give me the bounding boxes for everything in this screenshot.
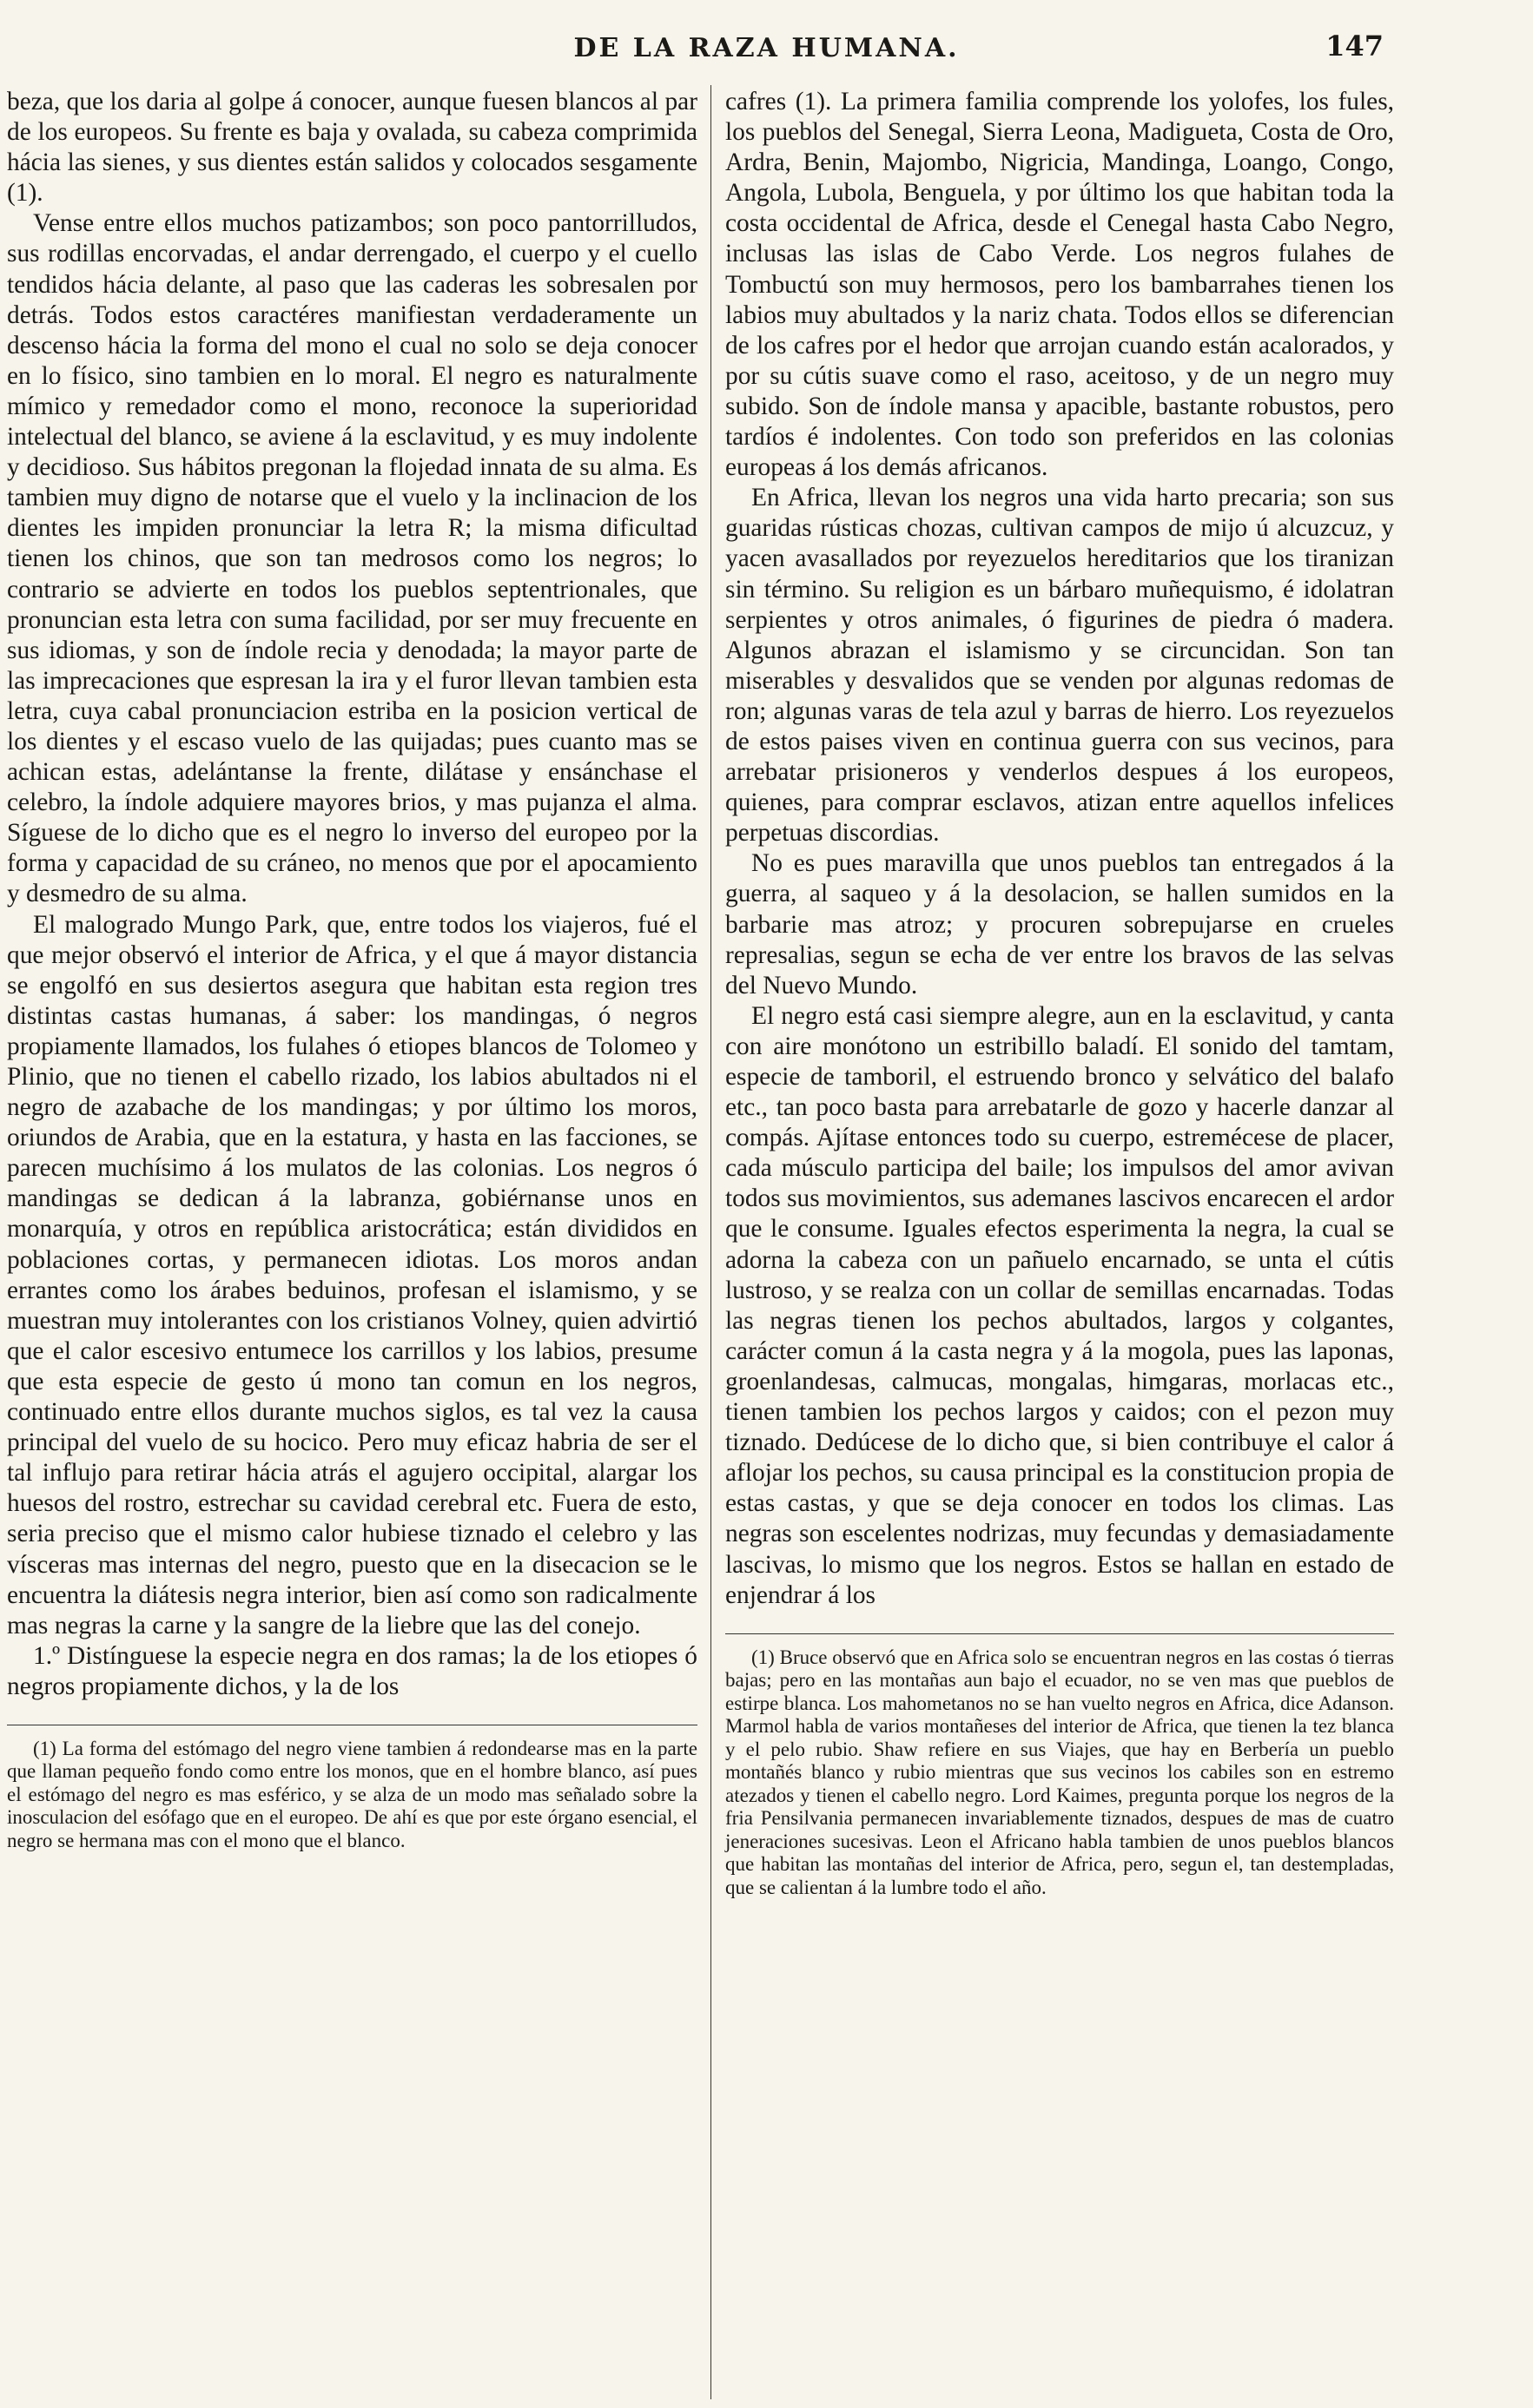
paragraph: No es pues maravilla que unos pueblos tan entregados á la guerra, al saqueo y á la desolacion, se hallen sumidos en la barbarie mas atroz; y procuren sobrepujarse en crueles represalias, segun se echa de ver entre los bravos de las selvas del Nuevo Mundo. [725, 849, 1394, 999]
running-head: DE LA RAZA HUMANA. [573, 33, 960, 63]
footnote-rule [725, 1633, 1394, 1634]
paragraph: El malogrado Mungo Park, que, entre todos los viajeros, fué el que mejor observó el interior de Africa, y el que á mayor distancia se engolfó en sus desiertos asegura que habitan esta region tres distintas castas humanas, á saber: los mandingas, ó negros propiamente llamados, los fulahes ó etiopes blancos de Tolomeo y Plinio, que no tienen el cabello rizado, los labios abultados ni el negro de azabache de los mandingas; y por último los moros, oriundos de Arabia, que en la estatura, y hasta en las facciones, se parecen muchísimo á los mulatos de las colonias. Los negros ó mandingas se dedican á la labranza, gobiérnanse unos en monarquía, y otros en república aristocrática; están divididos en poblaciones cortas, y permanecen idiotas. Los moros andan errantes como los árabes beduinos, profesan el islamismo, y se muestran muy intolerantes con los cristianos Volney, quien advirtió que el calor escesivo entumece los carrillos y los labios, presume que esta especie de gesto ú mono tan comun en los negros, continuado entre ellos durante muchos siglos, es tal vez la causa principal del vuelo de su hocico. Pero muy eficaz habria de ser el tal influjo para retirar hácia atrás el agujero occipital, alargar los huesos del rostro, estrechar su cavidad cerebral etc. Fuera de esto, seria preciso que el mismo calor hubiese tiznado el celebro y las vísceras mas internas del negro, puesto que en la disecacion se le encuentra la diátesis negra interior, bien así como son radicalmente mas negras la carne y la sangre de la liebre que las del conejo. [7, 910, 697, 1639]
footnote [7, 1738, 697, 1853]
paragraph: beza, que los daria al golpe á conocer, aunque fuesen blancos al par de los europeos. Su frente es baja y ovalada, su cabeza comprimida hácia las sienes, y sus dientes están salidos y colocados sesgamente (1). [7, 88, 697, 208]
paragraph: En Africa, llevan los negros una vida harto precaria; son sus guaridas rústicas chozas, cultivan campos de mijo ú alcuzcuz, y yacen avasallados por reyezuelos hereditarios que los tiranizan sin término. Su religion es un bárbaro muñequismo, é idolatran serpientes y otros animales, ó figurines de piedra ó madera. Algunos abrazan el islamismo y se circuncidan. Son tan miserables y desvalidos que se venden por algunas redomas de ron; algunas varas de tela azul y barras de hierro. Los reyezuelos de estos paises viven en continua guerra con sus vecinos, para arrebatar prisioneros y venderlos despues á los europeos, quienes, para comprar esclavos, atizan entre aquellos infelices perpetuas discordias. [725, 484, 1394, 848]
page-header [0, 30, 1533, 71]
column-divider [710, 85, 711, 2399]
paragraph: Vense entre ellos muchos patizambos; son poco pantorrilludos, sus rodillas encorvadas, el andar derrengado, el cuerpo y el cuello tendidos hácia delante, al paso que las caderas les sobresalen por detrás. Todos estos caractéres manifiestan verdaderamente un descenso hácia la forma del mono el cual no solo se deja conocer en lo físico, sino tambien en lo moral. El negro es naturalmente mímico y remedador como el mono, reconoce la superioridad intelectual del blanco, se aviene á la esclavitud, y es muy indolente y decidioso. Sus hábitos pregonan la flojedad innata de su alma. Es tambien muy digno de notarse que el vuelo y la inclinacion de los dientes les impiden pronunciar la letra R; la misma dificultad tienen los chinos, que son tan medrosos como los negros; lo contrario se advierte en todos los pueblos septentrionales, que pronuncian esta letra con suma facilidad, por ser muy frecuente en sus idiomas, y son de índole recia y denodada; la mayor parte de las imprecaciones que espresan la ira y el furor llevan tambien esta letra, cuya cabal pronunciacion estriba en la posicion vertical de los dientes y el escaso vuelo de las quijadas; pues cuanto mas se achican estas, adelántanse la frente, dilátase y ensánchase el celebro, la índole adquiere mayores brios, y mas pujanza el alma. Síguese de lo dicho que es el negro lo inverso del europeo por la forma y capacidad de su cráneo, no menos que por el apocamiento y desmedro de su alma. [7, 209, 697, 908]
paragraph: El negro está casi siempre alegre, aun en la esclavitud, y canta con aire monótono un estribillo baladí. El sonido del tamtam, especie de tamboril, el estruendo bronco y selvático del balafo etc., tan poco basta para arrebatarle de gozo y hacerle danzar al compás. Ajítase entonces todo su cuerpo, estremécese de placer, cada músculo participa del baile; los impulsos del amor avivan todos sus movimientos, sus ademanes lascivos encarecen el ardor que le consume. Iguales efectos esperimenta la negra, la cual se adorna la cabeza con un pañuelo encarnado, se unta el cútis lustroso, y se realza con un collar de semillas encarnadas. Todas las negras tienen los pechos abultados, largos y colgantes, carácter comun á la casta negra y á la mogola, pues las laponas, groenlandesas, calmucas, mongalas, himgaras, morlacas etc., tienen tambien los pechos largos y caidos; con el pezon muy tiznado. Dedúcese de lo dicho que, si bien contribuye el calor á aflojar los pechos, su causa principal es la constitucion propia de estas castas, y que se deja conocer en todos los climas. Las negras son escelentes nodrizas, muy fecundas y demasiadamente lascivas, lo mismo que los negros. Estos se hallan en estado de enjendrar á los [725, 1001, 1394, 1609]
paragraph: cafres (1). La primera familia comprende los yolofes, los fules, los pueblos del Senegal, Sierra Leona, Madigueta, Costa de Oro, Ardra, Benin, Majombo, Nigricia, Mandinga, Loango, Congo, Angola, Lubola, Benguela, y por último los que habitan toda la costa occidental de Africa, desde el Cenegal hasta Cabo Negro, inclusas las islas de Cabo Verde. Los negros fulahes de Tombuctú son muy hermosos, pero los bambarrahes tienen los labios muy abultados y la nariz chata. Todos ellos se diferencian de los cafres por el hedor que arrojan cuando están acalorados, y por su cútis suave como el raso, aceitoso, y de un negro muy subido. Son de índole mansa y apacible, bastante robustos, pero tardíos é indolentes. Con todo son preferidos en las colonias europeas á los demás africanos. [725, 88, 1394, 482]
right-column [725, 87, 1394, 1899]
footnote [725, 1646, 1394, 1900]
left-column [7, 87, 697, 1852]
footnote-text: (1) Bruce observó que en Africa solo se encuentran negros en las costas ó tierras bajas; pero en las montañas aun bajo el ecuador, no se ven mas que pueblos de estirpe blanca. Los mahometanos no se han vuelto negros en Africa, dice Adanson. Marmol habla de varios montañeses del interior de Africa, que tienen la tez blanca y el pelo rubio. Shaw refiere en sus Viajes, que hay en Berbería un pueblo montañés blanco y rubio mientras que sus vecinos los cabiles son en estremo atezados y tienen el cabello negro. Lord Kaimes, pregunta porque los negros de la fria Pensilvania permanecen invariablemente tiznados, despues de mas de cuatro jeneraciones sucesivas. Leon el Africano habla tambien de unos pueblos blancos que habitan las montañas del interior de Africa, pero, segun el, tan destempladas, que se calientan á la lumbre todo el año. [725, 1646, 1394, 1898]
page-number: 147 [1325, 30, 1384, 63]
paragraph: 1.º Distínguese la especie negra en dos ramas; la de los etiopes ó negros propiamente dichos, y la de los [7, 1641, 697, 1700]
footnote-text: (1) La forma del estómago del negro viene tambien á redondearse mas en la parte que llaman pequeño fondo como entre los monos, que en el hombre blanco, así pues el estómago del negro es mas esférico, y se alza de un modo mas señalado sobre la inosculacion del esófago que en el europeo. De ahí es que por este órgano esencial, el negro se hermana mas con el mono que el blanco. [7, 1737, 697, 1851]
